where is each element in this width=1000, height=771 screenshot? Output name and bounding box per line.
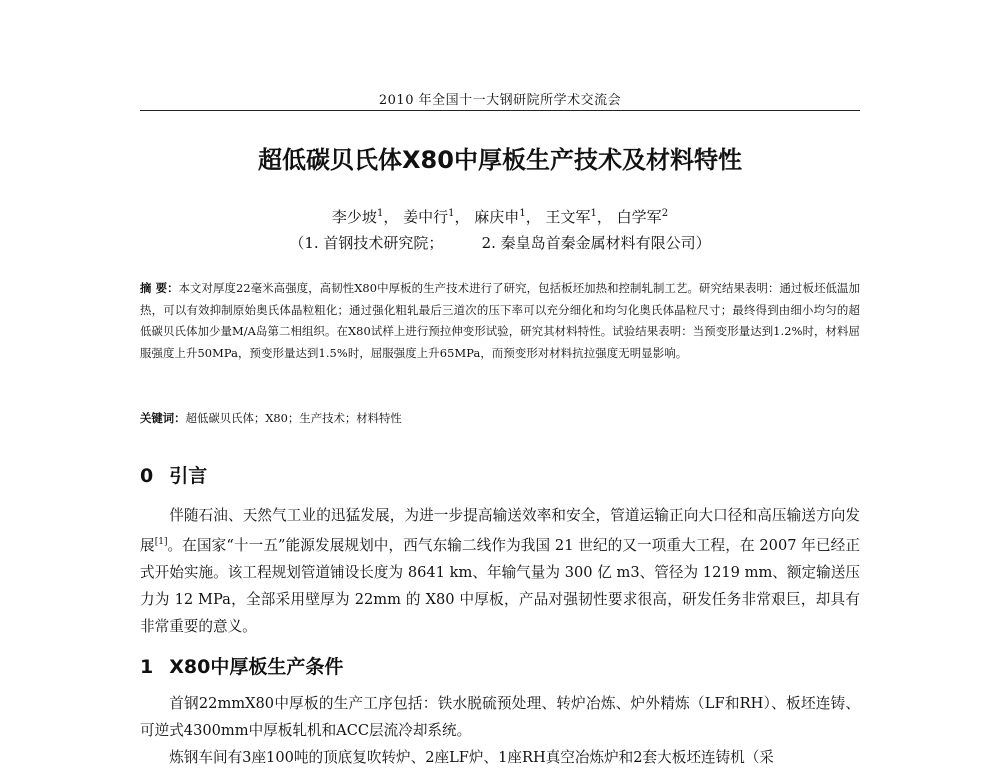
paper-title: 超低碳贝氏体X80中厚板生产技术及材料特性	[258, 146, 742, 174]
author-name: 白学军	[616, 208, 662, 226]
author-name: 李少坡	[331, 208, 377, 226]
keywords-label: 关键词：	[140, 411, 186, 425]
author-affil-mark: 1	[376, 208, 384, 219]
paragraph-text: 伴随石油、天然气工业的迅猛发展，为进一步提高输送效率和安全，管道运输正向大口径和高压输送方向发展	[140, 507, 860, 554]
author-affil-mark: 1	[448, 208, 455, 219]
abstract-text: 本文对厚度22毫米高强度，高韧性X80中厚板的生产技术进行了研究，包括板坯加热和控制轧制工艺。研究结果表明：通过板坯低温加热，可以有效抑制原始奥氏体晶粒粗化；通过强化粗轧最后三道次的压下率可以充分细化和均匀化奥氏体晶粒尺寸；最终得到由细小均匀的超低碳贝氏体加少量M/A岛第二相组织。在X80试样上进行预拉伸变形试验，研究其材料特性。试验结果表明：当预变形量达到1.2%时，材料屈服强度上升50MPa，预变形量达到1.5%时，屈服强度上升65MPa，而预变形对材料抗拉强度无明显影响。	[140, 281, 860, 360]
author-affil-mark: 1	[519, 208, 526, 219]
author-affil-mark: 1	[590, 208, 597, 219]
author-name: 姜中行	[403, 208, 449, 226]
section-number: 1	[140, 656, 154, 678]
author-separator: ，	[383, 208, 399, 226]
author-separator: ，	[454, 208, 470, 226]
section-title: 引言	[169, 465, 208, 487]
paragraph	[140, 690, 860, 744]
paragraph	[140, 502, 860, 640]
abstract-label: 摘 要：	[140, 281, 179, 295]
running-header: 2010 年全国十一大钢研院所学术交流会	[378, 93, 622, 108]
paragraph-text: 。在国家“十一五”能源发展规划中，西气东输二线作为我国 21 世纪的又一项重大工程，在 2007 年已经正式开始实施。该工程规划管道铺设长度为 8641 km、年输气量为 300 亿 m3、管径为 1219 mm、额定输送压力为 12 MPa，全部采用壁厚为 22mm 的 X80 中厚板，产品对强韧性要求很高，研发任务非常艰巨，却具有非常重要的意义。	[140, 536, 860, 635]
keywords	[140, 408, 860, 429]
author-separator: ，	[596, 208, 612, 226]
author-list	[140, 206, 860, 227]
paragraph	[140, 744, 860, 771]
abstract	[140, 278, 860, 364]
author-affil-mark: 2	[661, 208, 669, 219]
citation: [1]	[154, 537, 168, 547]
section-heading-production-conditions	[140, 652, 343, 679]
affiliations: （1. 首钢技术研究院； 2. 秦皇岛首秦金属材料有限公司）	[289, 234, 711, 252]
section-number: 0	[140, 465, 154, 487]
author-name: 麻庆申	[474, 208, 520, 226]
author-name: 王文军	[545, 208, 591, 226]
header-rule	[140, 110, 860, 111]
paragraph-text: 首钢22mmX80中厚板的生产工序包括：铁水脱硫预处理、转炉冶炼、炉外精炼（LF和RH）、板坯连铸、可逆式4300mm中厚板轧机和ACC层流冷却系统。	[140, 695, 860, 739]
keywords-text: 超低碳贝氏体；X80；生产技术；材料特性	[185, 411, 402, 425]
section-title: X80中厚板生产条件	[169, 656, 344, 678]
author-separator: ，	[525, 208, 541, 226]
section-heading-introduction	[140, 461, 207, 488]
paragraph-text: 炼钢车间有3座100吨的顶底复吹转炉、2座LF炉、1座RH真空冶炼炉和2套大板坯连铸机（采	[169, 749, 774, 766]
